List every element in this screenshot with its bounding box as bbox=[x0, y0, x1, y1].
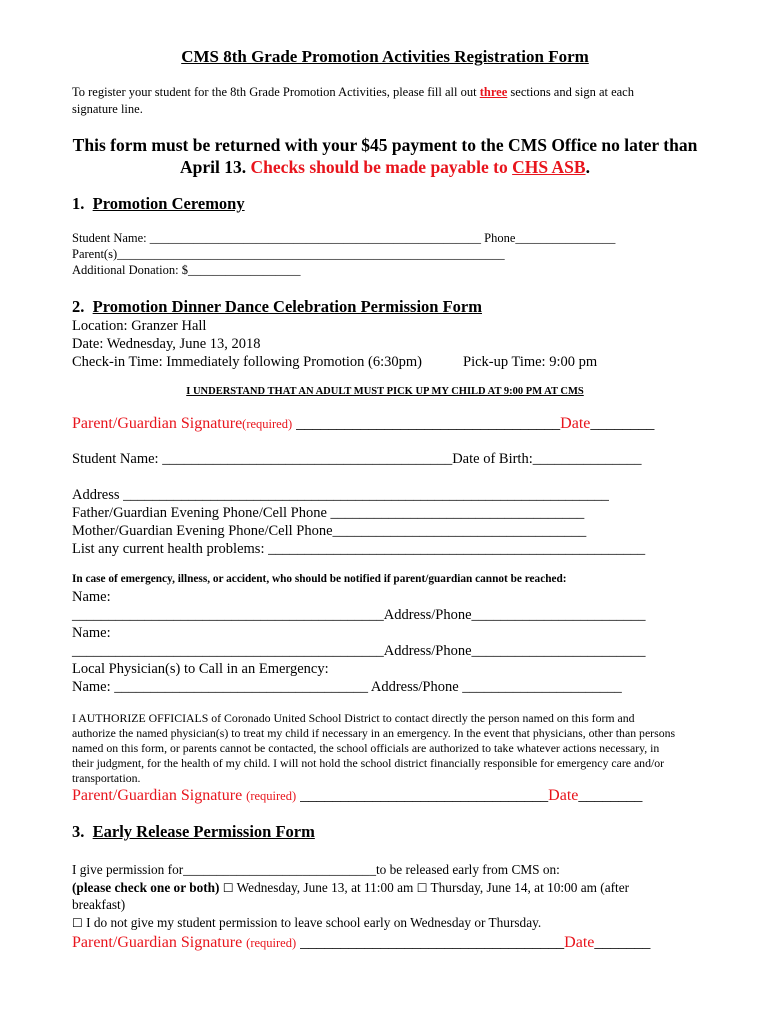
release-options-line bbox=[72, 880, 629, 896]
checkbox-thursday[interactable]: ☐ bbox=[416, 881, 428, 895]
address-field[interactable]: Address ___________________________________________________________________ bbox=[72, 487, 609, 503]
section3-heading bbox=[72, 822, 315, 842]
date-label: Date bbox=[548, 787, 579, 804]
pickup-acknowledgement: I UNDERSTAND THAT AN ADULT MUST PICK UP MY CHILD AT 9:00 PM AT CMS bbox=[186, 386, 584, 397]
date-line: _______ bbox=[594, 934, 651, 951]
event-location: Location: Granzer Hall bbox=[72, 318, 207, 334]
date-label: Date bbox=[560, 415, 591, 432]
date-label: Date bbox=[564, 934, 595, 951]
option-thursday-continued: breakfast) bbox=[72, 897, 126, 912]
permission-text: I give permission for bbox=[72, 862, 184, 877]
student-name-line: _____________________________ bbox=[183, 862, 376, 877]
emergency-name-label-2: Name: bbox=[72, 625, 111, 641]
signature-label: Parent/Guardian Signature bbox=[72, 787, 243, 804]
signature-line: _______________________________ bbox=[296, 787, 549, 804]
event-date: Date: Wednesday, June 13, 2018 bbox=[72, 336, 261, 352]
emergency-contact-field-2[interactable]: ___________________________________________Address/Phone________________________ bbox=[72, 643, 646, 659]
physician-label: Local Physician(s) to Call in an Emergency: bbox=[72, 661, 329, 677]
page-title: CMS 8th Grade Promotion Activities Registration Form bbox=[181, 47, 589, 66]
intro-text: To register your student for the 8th Grade Promotion Activities, please fill all out bbox=[72, 85, 480, 99]
pickup-time: Pick-up Time: 9:00 pm bbox=[463, 354, 598, 370]
intro-text-end: sections and sign at each signature line. bbox=[72, 85, 634, 116]
emergency-contact-field-1[interactable]: ___________________________________________Address/Phone________________________ bbox=[72, 607, 646, 623]
required-note: (required) bbox=[246, 936, 297, 950]
health-problems-field[interactable]: List any current health problems: ____________________________________________________ bbox=[72, 541, 646, 557]
section2-number: 2. bbox=[72, 297, 85, 316]
checkin-time: Check-in Time: Immediately following Promotion (6:30pm) bbox=[72, 354, 422, 370]
intro-emphasis: three bbox=[479, 85, 508, 99]
parents-field[interactable]: Parent(s)______________________________________________________________ bbox=[72, 247, 505, 261]
payment-notice bbox=[60, 134, 710, 178]
date-line: ________ bbox=[590, 415, 655, 432]
authorization-paragraph: I AUTHORIZE OFFICIALS of Coronado United School District to contact directly the person named on this form and authorize the named physician(s) to treat my child if necessary in an emergency. In the event that physicians, other than persons named on this form, or parents cannot be contacted, the school officials are authorized to take whatever actions necessary, in their judgment, for the health of my child. I will not hold the school district financially responsible for emergency care and/or transportation. bbox=[72, 711, 676, 785]
student-name-phone-field[interactable]: Student Name: _____________________________________________________ Phone________________ bbox=[72, 231, 616, 245]
section1-title: Promotion Ceremony bbox=[92, 194, 245, 213]
section2-title: Promotion Dinner Dance Celebration Permission Form bbox=[92, 297, 483, 316]
notice-payee: CHS ASB bbox=[512, 157, 586, 177]
signature-line: _________________________________ bbox=[292, 415, 561, 432]
signature-line: _________________________________ bbox=[296, 934, 565, 951]
no-release-option bbox=[72, 915, 541, 931]
section1-heading bbox=[72, 194, 245, 214]
emergency-name-label-1: Name: bbox=[72, 589, 111, 605]
guardian-signature-field-3[interactable] bbox=[72, 934, 650, 952]
emergency-heading: In case of emergency, illness, or accident, who should be notified if parent/guardian cannot be reached: bbox=[72, 573, 567, 585]
notice-checks: Checks should be made payable to bbox=[246, 157, 513, 177]
intro-paragraph bbox=[72, 84, 682, 118]
checkbox-wednesday[interactable]: ☐ bbox=[222, 881, 234, 895]
notice-end: . bbox=[585, 157, 590, 177]
father-phone-field[interactable]: Father/Guardian Evening Phone/Cell Phone ___________________________________ bbox=[72, 505, 585, 521]
option-no-release-label: I do not give my student permission to leave school early on Wednesday or Thursday. bbox=[82, 915, 542, 930]
required-note: (required) bbox=[246, 789, 297, 803]
donation-field[interactable]: Additional Donation: $__________________ bbox=[72, 263, 301, 277]
student-name-dob-field[interactable]: Student Name: ________________________________________Date of Birth:_______________ bbox=[72, 451, 642, 467]
notice-deadline: This form must be returned with your $45 payment to the CMS Office no later than April 13. bbox=[72, 135, 698, 177]
section1-number: 1. bbox=[72, 194, 85, 213]
option-wednesday-label: Wednesday, June 13, at 11:00 am bbox=[233, 880, 417, 895]
permission-text-end: to be released early from CMS on: bbox=[375, 862, 560, 877]
checkbox-no-release[interactable]: ☐ bbox=[72, 916, 83, 930]
section3-title: Early Release Permission Form bbox=[92, 822, 315, 841]
mother-phone-field[interactable]: Mother/Guardian Evening Phone/Cell Phone___________________________________ bbox=[72, 523, 587, 539]
signature-label: Parent/Guardian Signature bbox=[72, 415, 243, 432]
date-line: ________ bbox=[578, 787, 643, 804]
required-note: (required) bbox=[242, 417, 293, 431]
check-instruction: (please check one or both) bbox=[72, 880, 220, 895]
guardian-signature-field-2[interactable] bbox=[72, 787, 642, 805]
guardian-signature-field-1[interactable] bbox=[72, 415, 654, 433]
release-permission-field[interactable] bbox=[72, 862, 560, 878]
section2-heading bbox=[72, 297, 482, 317]
signature-label: Parent/Guardian Signature bbox=[72, 934, 243, 951]
section3-number: 3. bbox=[72, 822, 85, 841]
physician-field[interactable]: Name: ___________________________________ Address/Phone ______________________ bbox=[72, 679, 622, 695]
option-thursday-label: Thursday, June 14, at 10:00 am (after bbox=[427, 880, 630, 895]
